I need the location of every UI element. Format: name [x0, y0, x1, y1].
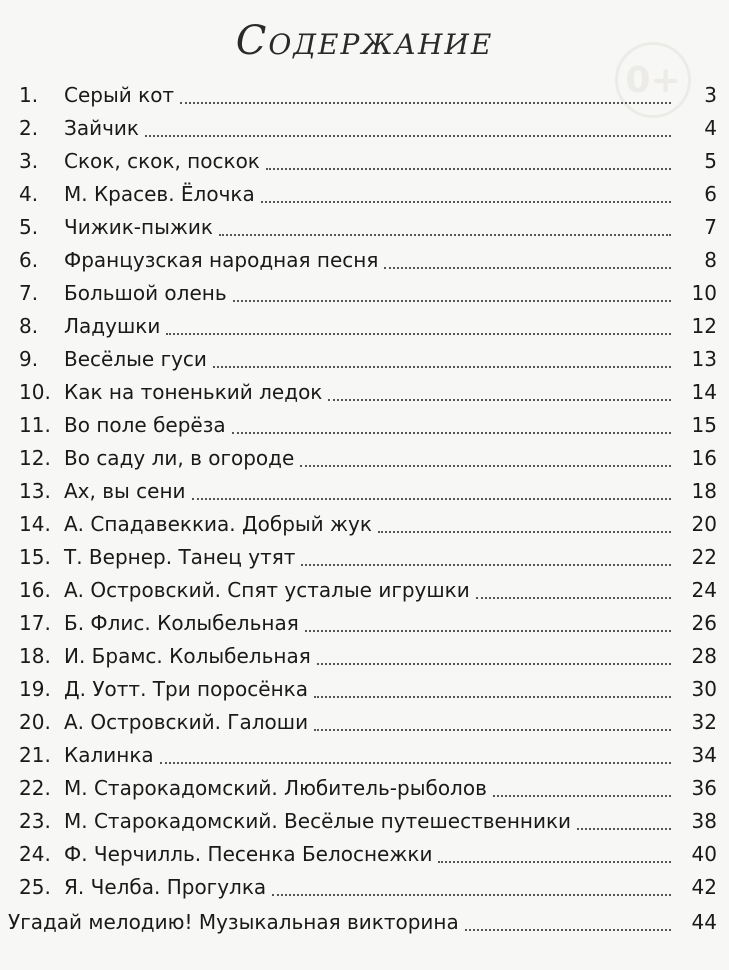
- toc-title: Во поле берёза: [64, 413, 226, 437]
- toc-page-number: 40: [691, 842, 717, 866]
- dot-leader: [266, 168, 671, 170]
- dot-leader: [317, 663, 671, 665]
- dot-leader: [476, 597, 671, 599]
- toc-row[interactable]: [0, 508, 729, 541]
- toc-number: 20.: [19, 710, 51, 734]
- toc-page-number: 16: [691, 446, 717, 470]
- toc-row[interactable]: [0, 607, 729, 640]
- toc-number: 9.: [19, 347, 39, 371]
- toc-page-number: 44: [691, 910, 717, 934]
- dot-leader: [301, 564, 671, 566]
- dot-leader: [145, 135, 671, 137]
- toc-page-number: 26: [691, 611, 717, 635]
- toc-title: И. Брамс. Колыбельная: [64, 644, 311, 668]
- toc-number: 3.: [19, 149, 39, 173]
- toc-number: 6.: [19, 248, 39, 272]
- toc-row[interactable]: [0, 838, 729, 871]
- age-rating-badge: 0+: [615, 42, 691, 118]
- dot-leader: [493, 795, 671, 797]
- dot-leader: [314, 696, 671, 698]
- toc-number: 16.: [19, 578, 51, 602]
- dot-leader: [438, 861, 671, 863]
- toc-page-number: 42: [691, 875, 717, 899]
- dot-leader: [180, 102, 671, 104]
- toc-number: 5.: [19, 215, 39, 239]
- toc-row[interactable]: [0, 574, 729, 607]
- toc-row[interactable]: [0, 541, 729, 574]
- toc-page-number: 20: [691, 512, 717, 536]
- toc-page-number: 36: [691, 776, 717, 800]
- toc-title: Ах, вы сени: [64, 479, 186, 503]
- toc-number: 13.: [19, 479, 51, 503]
- toc-row[interactable]: [0, 79, 729, 112]
- toc-title: М. Старокадомский. Весёлые путешественники: [64, 809, 572, 833]
- dot-leader: [577, 828, 671, 830]
- toc-title: Как на тоненький ледок: [64, 380, 323, 404]
- toc-title: Во саду ли, в огороде: [64, 446, 295, 470]
- toc-row[interactable]: [0, 640, 729, 673]
- toc-row[interactable]: [0, 343, 729, 376]
- toc-number: 4.: [19, 182, 39, 206]
- toc-page-number: 30: [691, 677, 717, 701]
- toc-number: 23.: [19, 809, 51, 833]
- toc-row[interactable]: [0, 178, 729, 211]
- toc-number: 2.: [19, 116, 39, 140]
- toc-row[interactable]: [0, 739, 729, 772]
- toc-page-number: 22: [691, 545, 717, 569]
- toc-page-number: 6: [704, 182, 717, 206]
- toc-number: 10.: [19, 380, 51, 404]
- toc-title: Ф. Черчилль. Песенка Белоснежки: [64, 842, 433, 866]
- dot-leader: [378, 531, 671, 533]
- dot-leader: [192, 498, 671, 500]
- toc-number: 7.: [19, 281, 39, 305]
- toc-title: Скок, скок, поскок: [64, 149, 260, 173]
- dot-leader: [305, 630, 671, 632]
- toc-number: 21.: [19, 743, 51, 767]
- toc-page-number: 10: [691, 281, 717, 305]
- dot-leader: [261, 201, 671, 203]
- dot-leader: [465, 929, 671, 931]
- toc-row[interactable]: [0, 112, 729, 145]
- dot-leader: [384, 267, 671, 269]
- toc-title: А. Островский. Галоши: [64, 710, 309, 734]
- toc-row[interactable]: [0, 475, 729, 508]
- toc-page-number: 38: [691, 809, 717, 833]
- toc-title: Калинка: [64, 743, 154, 767]
- toc-title: Т. Вернер. Танец утят: [64, 545, 296, 569]
- toc-row[interactable]: [0, 145, 729, 178]
- toc-number: 15.: [19, 545, 51, 569]
- toc-title: Серый кот: [64, 83, 175, 107]
- toc-page-number: 24: [691, 578, 717, 602]
- page-title: Содержание: [235, 18, 494, 64]
- toc-title: А. Спадавеккиа. Добрый жук: [64, 512, 372, 536]
- toc-page-number: 34: [691, 743, 717, 767]
- dot-leader: [219, 234, 671, 236]
- toc-page-number: 32: [691, 710, 717, 734]
- toc-title: М. Старокадомский. Любитель-рыболов: [64, 776, 487, 800]
- toc-number: 25.: [19, 875, 51, 899]
- toc-number: 24.: [19, 842, 51, 866]
- toc-page-number: 5: [704, 149, 717, 173]
- toc-title: Д. Уотт. Три поросёнка: [64, 677, 309, 701]
- dot-leader: [314, 729, 671, 731]
- toc-row[interactable]: [0, 706, 729, 739]
- toc-number: 18.: [19, 644, 51, 668]
- toc-title: Весёлые гуси: [64, 347, 207, 371]
- dot-leader: [328, 399, 671, 401]
- toc-page-number: 18: [691, 479, 717, 503]
- toc-row-quiz[interactable]: [0, 906, 729, 939]
- toc-title: Большой олень: [64, 281, 227, 305]
- toc-row[interactable]: [0, 409, 729, 442]
- toc-number: 22.: [19, 776, 51, 800]
- toc-title: Чижик-пыжик: [64, 215, 213, 239]
- toc-title: Французская народная песня: [64, 248, 379, 272]
- toc-number: 17.: [19, 611, 51, 635]
- toc-page-number: 15: [691, 413, 717, 437]
- toc-title: Зайчик: [64, 116, 139, 140]
- toc-title: А. Островский. Спят усталые игрушки: [64, 578, 470, 602]
- toc-row[interactable]: [0, 871, 729, 904]
- dot-leader: [233, 300, 671, 302]
- toc-row[interactable]: [0, 376, 729, 409]
- dot-leader: [232, 432, 671, 434]
- toc-page-number: 3: [704, 83, 717, 107]
- toc-page-number: 14: [691, 380, 717, 404]
- toc-row[interactable]: [0, 244, 729, 277]
- toc-page-number: 4: [704, 116, 717, 140]
- toc-title: Б. Флис. Колыбельная: [64, 611, 299, 635]
- toc-row[interactable]: [0, 772, 729, 805]
- dot-leader: [213, 366, 671, 368]
- toc-page-number: 8: [704, 248, 717, 272]
- dot-leader: [166, 333, 671, 335]
- toc-number: 19.: [19, 677, 51, 701]
- toc-row[interactable]: [0, 442, 729, 475]
- toc-number: 11.: [19, 413, 51, 437]
- toc-number: 14.: [19, 512, 51, 536]
- toc-title: Ладушки: [64, 314, 161, 338]
- toc-number: 8.: [19, 314, 39, 338]
- dot-leader: [160, 762, 671, 764]
- toc-row[interactable]: [0, 673, 729, 706]
- toc-row[interactable]: [0, 310, 729, 343]
- toc-title: Угадай мелодию! Музыкальная викторина: [8, 910, 459, 934]
- toc-number: 1.: [19, 83, 39, 107]
- toc-row[interactable]: [0, 277, 729, 310]
- toc-title: Я. Челба. Прогулка: [64, 875, 267, 899]
- toc-row[interactable]: [0, 211, 729, 244]
- toc-number: 12.: [19, 446, 51, 470]
- dot-leader: [272, 894, 671, 896]
- toc-row[interactable]: [0, 805, 729, 838]
- toc-page-number: 12: [691, 314, 717, 338]
- toc-page-number: 28: [691, 644, 717, 668]
- dot-leader: [300, 465, 671, 467]
- toc-title: М. Красев. Ёлочка: [64, 182, 255, 206]
- toc-page-number: 7: [704, 215, 717, 239]
- toc-page-number: 13: [691, 347, 717, 371]
